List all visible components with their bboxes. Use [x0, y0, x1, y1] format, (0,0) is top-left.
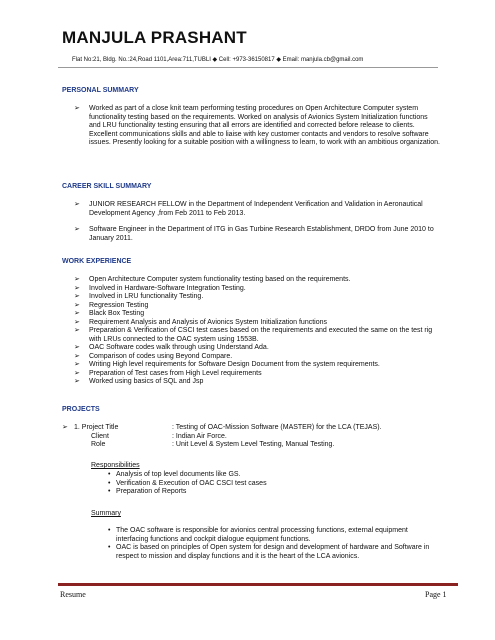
- arrow-bullet-icon: ➢: [74, 301, 80, 309]
- footer-rule: [58, 583, 458, 586]
- arrow-bullet-icon: ➢: [62, 424, 68, 431]
- list-item: ➢ Writing High level requirements for Software Design Document from the system requirements.: [74, 361, 380, 368]
- bullet-dot-icon: •: [108, 544, 111, 551]
- list-item: ➢ Regression Testing: [74, 301, 149, 309]
- page-number: Page 1: [425, 590, 447, 599]
- list-item: ➢ Open Architecture Computer system functionality testing based on the requirements.: [74, 276, 351, 283]
- list-item: ➢ Involved in Hardware-Software Integration Testing.: [74, 284, 246, 292]
- arrow-bullet-icon: ➢: [74, 318, 80, 326]
- list-item: ➢ JUNIOR RESEARCH FELLOW in the Department of Independent Verification and Validation in Aeronautical Development Agency ,from Feb 2011 to Feb 2013.: [74, 201, 423, 217]
- arrow-bullet-icon: ➢: [74, 276, 80, 283]
- arrow-bullet-icon: ➢: [74, 344, 80, 351]
- career-list: [74, 201, 440, 243]
- arrow-bullet-icon: ➢: [74, 369, 80, 377]
- work-list: [74, 276, 440, 387]
- list-item: ➢ Worked using basics of SQL and Jsp: [74, 378, 204, 385]
- arrow-bullet-icon: ➢: [74, 105, 80, 112]
- arrow-bullet-icon: ➢: [74, 293, 80, 300]
- project-role-value: : Unit Level & System Level Testing, Manual Testing.: [172, 441, 335, 448]
- list-item: • OAC is based on principles of Open system for design and development of hardware and Software in respect to mission and display functions and it is the heart of the LCA avionics.: [108, 544, 430, 560]
- arrow-bullet-icon: ➢: [74, 226, 80, 233]
- list-item: ➢ Involved in LRU functionality Testing.: [74, 293, 204, 300]
- summary-heading: Summary: [91, 510, 121, 517]
- summary-list: [108, 527, 442, 561]
- arrow-bullet-icon: ➢: [74, 201, 80, 208]
- arrow-bullet-icon: ➢: [74, 284, 80, 292]
- arrow-bullet-icon: ➢: [74, 378, 80, 385]
- list-item: ➢ Black Box Testing: [74, 310, 145, 317]
- arrow-bullet-icon: ➢: [74, 310, 80, 317]
- header-divider: [58, 67, 438, 68]
- list-item: • Preparation of Reports: [108, 488, 187, 495]
- section-title-career-skill-summary: CAREER SKILL SUMMARY: [62, 183, 152, 190]
- list-item: • The OAC software is responsible for avionics central processing functions, external equipment interfacing functions and cockpit dialogue equipment functions.: [108, 527, 408, 543]
- section-title-personal-summary: PERSONAL SUMMARY: [62, 87, 139, 94]
- arrow-bullet-icon: ➢: [74, 327, 80, 334]
- list-item: • Analysis of top level documents like GS.: [108, 471, 241, 478]
- contact-line: Flat No:21, Bldg. No.:24,Road 1101,Area:711,TUBLI ◆ Cell: +973-36150817 ◆ Email: manjula.cb@gmail.com: [72, 57, 364, 63]
- personal-summary-list: [74, 105, 440, 148]
- responsibilities-heading: Responsibilities: [91, 462, 140, 469]
- project-client-label: Client: [91, 432, 109, 440]
- project-title-value: : Testing of OAC-Mission Software (MASTER) for the LCA (TEJAS).: [172, 424, 382, 431]
- list-item: ➢ Requirement Analysis and Analysis of Avionics System Initialization functions: [74, 318, 327, 326]
- section-title-work-experience: WORK EXPERIENCE: [62, 258, 132, 265]
- project-client-value: : Indian Air Force.: [172, 432, 227, 440]
- arrow-bullet-icon: ➢: [74, 361, 80, 368]
- section-title-projects: PROJECTS: [62, 406, 100, 413]
- arrow-bullet-icon: ➢: [74, 352, 80, 360]
- project-title-label: 1. Project Title: [74, 424, 119, 431]
- list-item: ➢ Preparation of Test cases from High Level requirements: [74, 369, 262, 377]
- list-item: • Verification & Execution of OAC CSCI test cases: [108, 479, 267, 487]
- project-role-label: Role: [91, 441, 106, 448]
- list-item: ➢ Comparison of codes using Beyond Compare.: [74, 352, 233, 360]
- list-item: ➢ Worked as part of a close knit team performing testing procedures on Open Architecture Computer system functionality testing based on the requirements. Worked on analysis of Avionics System Initialization functions and LRU functionality testing ensuring that all errors are identified and corrected before release to clients. Excellent communications skills and able to liaise with key customer contacts and vendors to resolve software issues. Presently looking for a suitable position with a willingness to learn, to work with an ambitious organization.: [74, 105, 440, 146]
- personal-summary-extra: Excellent communications skills and able to liaise with key customer contacts and vendors to resolve software issues. Presently looking for a suitable position with a willingness to learn, to work with an ambitious organization.: [89, 130, 440, 146]
- list-item: ➢ Preparation & Verification of CSCI test cases based on the requirements and executed the same on the test rig with LRUs connected to the OAC system using 1553B.: [74, 327, 433, 343]
- bullet-dot-icon: •: [108, 479, 111, 487]
- responsibilities-list: [108, 471, 442, 497]
- bullet-dot-icon: •: [108, 527, 111, 534]
- footer-label: Resume: [60, 590, 86, 599]
- list-item: ➢ Software Engineer in the Department of ITG in Gas Turbine Research Establishment, DRDO from June 2010 to January 2011.: [74, 226, 434, 242]
- bullet-dot-icon: •: [108, 488, 111, 495]
- candidate-name: MANJULA PRASHANT: [62, 28, 247, 47]
- list-item: ➢ OAC Software codes walk through using Understand Ada.: [74, 344, 269, 351]
- bullet-dot-icon: •: [108, 471, 111, 478]
